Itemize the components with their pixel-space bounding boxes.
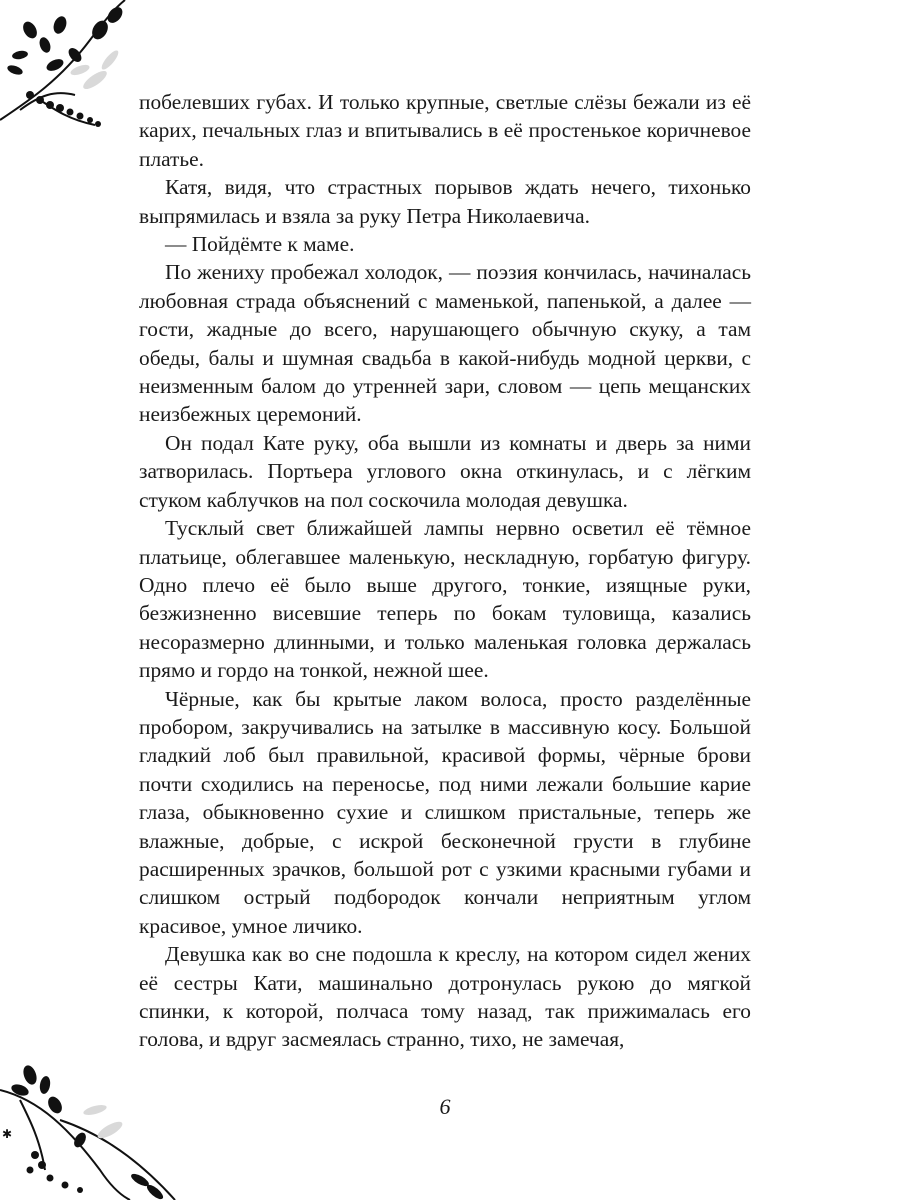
paragraph: — Пойдёмте к маме.	[165, 232, 355, 257]
paragraph: побелевших губах. И только крупные, светлые слёзы бежали из её карих, печальных глаз и впитывались в её простенькое коричневое платье.	[139, 90, 751, 171]
floral-ornament-top	[0, 0, 160, 150]
book-text	[139, 88, 751, 1054]
paragraph: Чёрные, как бы крытые лаком волоса, просто разделённые пробором, закручивались на затылке в массивную косу. Большой гладкий лоб был правильной, красивой формы, чёрные брови почти сходились на переносье, под ними лежали большие карие глаза, обыкновенно сухие и слишком пристальные, теперь же влажные, добрые, с искрой бесконечной грусти в глубине расширенных зрачков, большой рот с узкими красными губами и слишком острый подбородок кончали неприятным углом красивое, умное личико.	[139, 686, 751, 938]
svg-text:✱: ✱	[2, 1127, 13, 1141]
paragraph: Тусклый свет ближайшей лампы нервно осветил её тёмное платьице, облегавшее маленькую, нескладную, горбатую фигуру. Одно плечо её было выше другого, тонкие, изящные руки, безжизненно висевшие теперь по бокам туловища, казались несоразмерно длинными, и только маленькая головка держалась прямо и гордо на тонкой, нежной шее.	[139, 516, 751, 683]
floral-ornament-bottom	[0, 1060, 180, 1200]
page-number: 6	[439, 1094, 451, 1119]
paragraph: Катя, видя, что страстных порывов ждать нечего, тихонько выпрямилась и взяла за руку Петра Николаевича.	[139, 175, 751, 228]
paragraph: Он подал Кате руку, оба вышли из комнаты и дверь за ними затворилась. Портьера углового окна откинулась, и с лёгким стуком каблучков на пол соскочила молодая девушка.	[139, 430, 751, 512]
paragraph: Девушка как во сне подошла к креслу, на котором сидел жених её сестры Кати, машинально дотронулась рукою до мягкой спинки, к которой, полчаса тому назад, так прижималась его голова, и вдруг засмеялась странно, тихо, не замечая,	[139, 942, 751, 1052]
paragraph: По жениху пробежал холодок, — поэзия кончилась, начиналась любовная страда объяснений с маменькой, папенькой, а далее — гости, жадные до всего, нарушающего обычную скуку, а там обеды, балы и шумная свадьба в какой-нибудь модной церкви, с неизменным балом до утренней зари, словом — цепь мещанских неизбежных церемоний.	[139, 260, 751, 427]
